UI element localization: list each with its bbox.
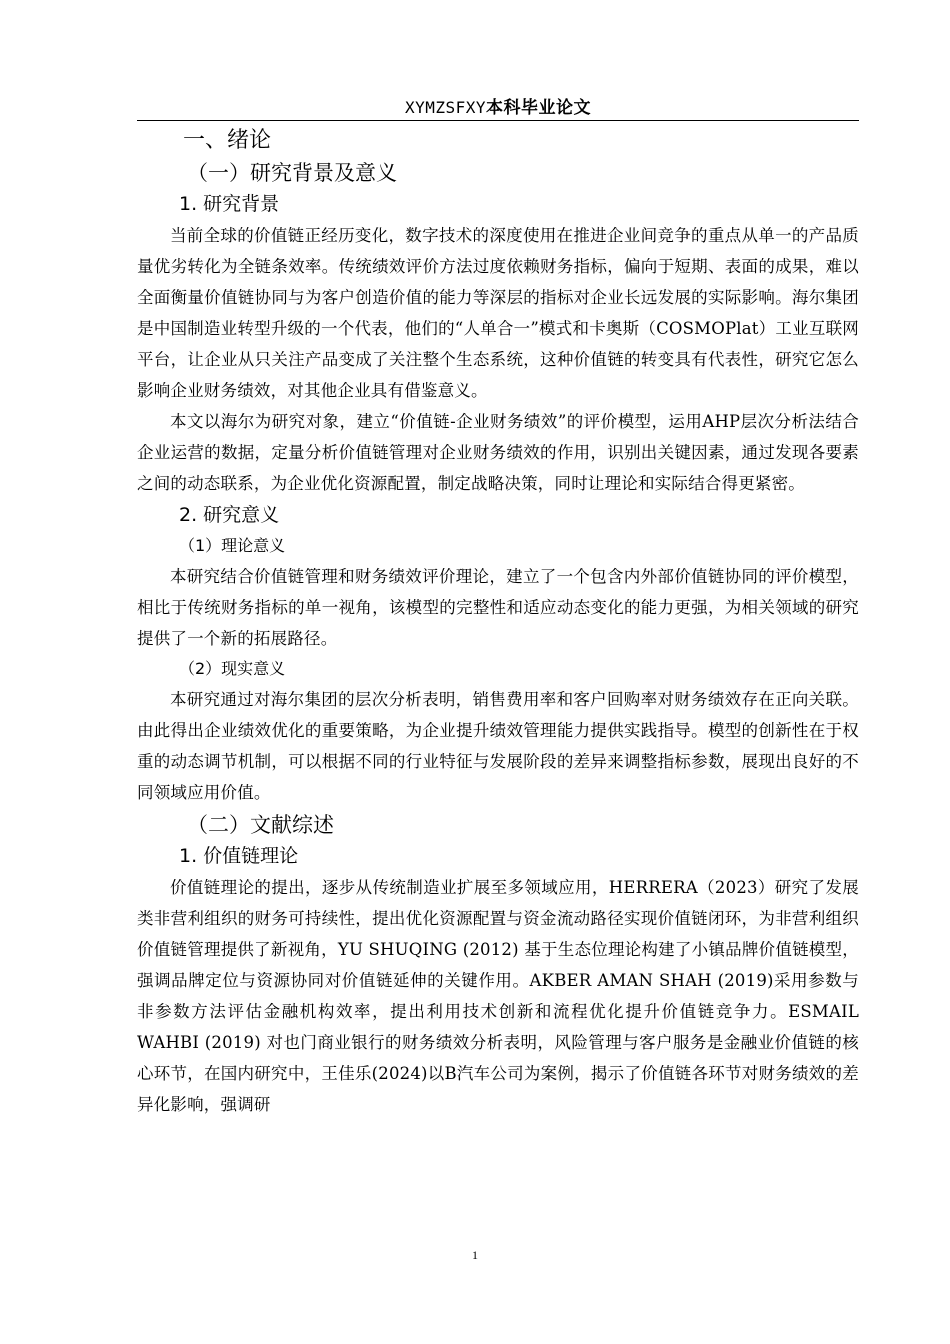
header-code: XYMZSFXY: [404, 98, 487, 117]
header-text: [405, 98, 591, 118]
paragraph-background-1: 当前全球的价值链正经历变化，数字技术的深度使用在推进企业间竞争的重点从单一的产品质量优劣转化为全链条效率。传统绩效评价方法过度依赖财务指标，偏向于短期、表面的成果，难以全面衡量价值链协同与为客户创造价值的能力等深层的指标对企业长远发展的实际影响。海尔集团是中国制造业转型升级的一个代表，他们的“人单合一”模式和卡奥斯（COSMOPlat）工业互联网平台，让企业从只关注产品变成了关注整个生态系统，这种价值链的转变具有代表性，研究它怎么影响企业财务绩效，对其他企业具有借鉴意义。: [137, 226, 859, 400]
chapter-title: 一、绪论: [183, 128, 272, 153]
section-title-background: （一）研究背景及意义: [187, 161, 397, 185]
paragraph-background-2: 本文以海尔为研究对象，建立“价值链-企业财务绩效”的评价模型，运用AHP层次分析法结合企业运营的数据，定量分析价值链管理对企业财务绩效的作用，识别出关键因素，通过发现各要素之间的动态联系，为企业优化资源配置，制定战略决策，同时让理论和实际结合得更紧密。: [137, 412, 859, 493]
subsection-title-background: 1. 研究背景: [179, 193, 280, 215]
page-number: 1: [472, 1248, 478, 1262]
subsubsection-title-practice: （2）现实意义: [179, 659, 286, 678]
subsection-title-significance: 2. 研究意义: [179, 504, 280, 526]
document-body: [137, 124, 859, 1120]
paragraph-theory: 本研究结合价值链管理和财务绩效评价理论，建立了一个包含内外部价值链协同的评价模型，相比于传统财务指标的单一视角，该模型的完整性和适应动态变化的能力更强，为相关领域的研究提供了一个新的拓展路径。: [137, 567, 859, 648]
header-title: 本科毕业论文: [486, 98, 592, 118]
subsection-title-value-chain: 1. 价值链理论: [179, 845, 299, 867]
page-header: [137, 98, 859, 121]
paragraph-practice: 本研究通过对海尔集团的层次分析表明，销售费用率和客户回购率对财务绩效存在正向关联。由此得出企业绩效优化的重要策略，为企业提升绩效管理能力提供实践指导。模型的创新性在于权重的动态调节机制，可以根据不同的行业特征与发展阶段的差异来调整指标参数，展现出良好的不同领域应用价值。: [137, 690, 859, 802]
paragraph-value-chain: 价值链理论的提出，逐步从传统制造业扩展至多领域应用，HERRERA（2023）研究了发展类非营利组织的财务可持续性，提出优化资源配置与资金流动路径实现价值链闭环，为非营利组织价值链管理提供了新视角，YU SHUQING (2012) 基于生态位理论构建了小镇品牌价值链模型，强调品牌定位与资源协同对价值链延伸的关键作用。AKBER AMAN SHAH (2019)采用参数与非参数方法评估金融机构效率，提出利用技术创新和流程优化提升价值链竞争力。ESMAIL WAHBI (2019) 对也门商业银行的财务绩效分析表明，风险管理与客户服务是金融业价值链的核心环节，在国内研究中，王佳乐(2024)以B汽车公司为案例，揭示了价值链各环节对财务绩效的差异化影响，强调研: [137, 878, 859, 1114]
section-title-literature: （二）文献综述: [187, 813, 334, 837]
subsubsection-title-theory: （1）理论意义: [179, 536, 286, 555]
